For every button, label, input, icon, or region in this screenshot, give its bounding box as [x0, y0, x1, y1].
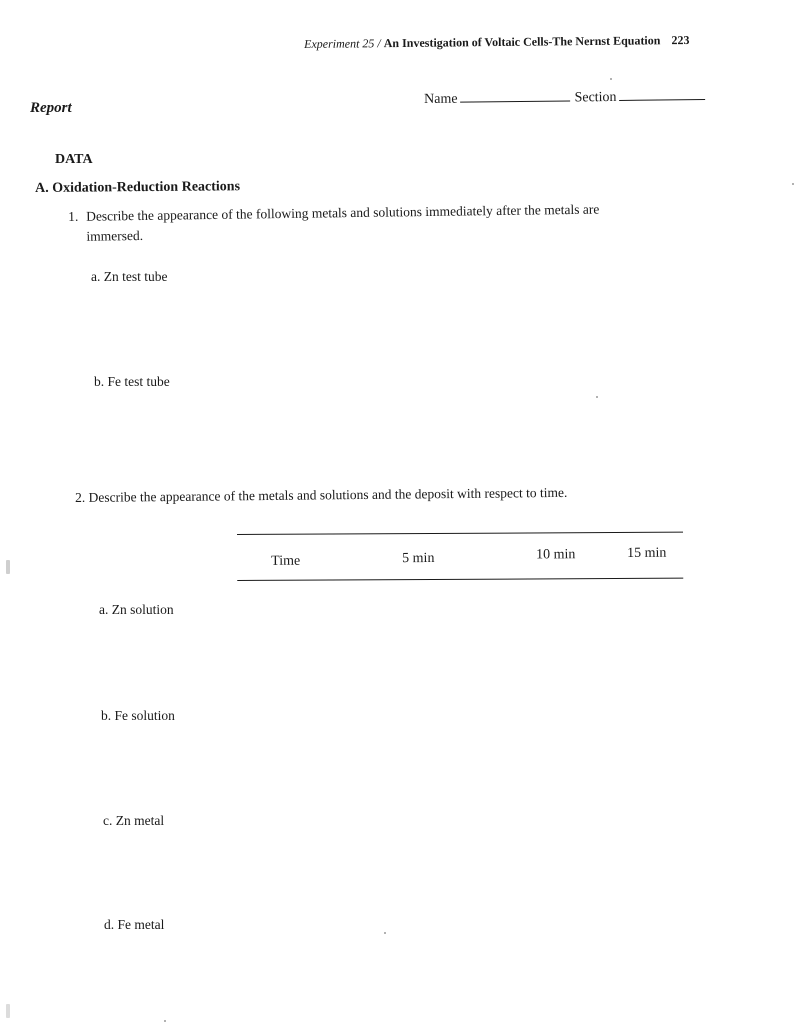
question-1-text-line2: immersed. [86, 227, 144, 244]
time-table-header [237, 528, 683, 588]
column-5-min: 5 min [402, 550, 435, 567]
page-number: 223 [671, 32, 690, 48]
item-zn-test-tube: a. Zn test tube [91, 269, 168, 284]
row-fe-metal: d. Fe metal [104, 917, 165, 932]
question-1-text-line1: Describe the appearance of the following metals and solutions immediately after the metals are [86, 201, 600, 224]
table-top-rule [237, 532, 683, 535]
question-1-number: 1. [68, 208, 79, 224]
section-label: Section [574, 89, 617, 106]
scan-speck [6, 1004, 10, 1018]
scan-speck [610, 78, 612, 80]
scan-speck [596, 396, 598, 398]
question-1 [68, 198, 708, 247]
section-a-heading: A. Oxidation-Reduction Reactions [35, 179, 241, 196]
name-label: Name [424, 91, 458, 107]
experiment-number: Experiment 25 / [304, 36, 381, 51]
data-heading: DATA [55, 152, 93, 167]
table-bottom-rule [237, 578, 683, 581]
row-fe-solution: b. Fe solution [101, 708, 175, 723]
report-label: Report [30, 100, 72, 116]
name-blank[interactable] [460, 88, 570, 102]
experiment-title: An Investigation of Voltaic Cells-The Nernst Equation [383, 33, 661, 51]
scan-speck [384, 932, 386, 934]
item-fe-test-tube: b. Fe test tube [94, 374, 170, 389]
column-10-min: 10 min [536, 547, 576, 563]
section-blank[interactable] [619, 87, 705, 101]
scan-speck [164, 1020, 166, 1022]
row-zn-metal: c. Zn metal [103, 813, 165, 828]
question-2-text: 2. Describe the appearance of the metals and solutions and the deposit with respect to time. [75, 484, 568, 505]
column-time: Time [271, 553, 301, 569]
scan-speck [792, 183, 794, 185]
student-info-fields [424, 87, 706, 108]
column-15-min: 15 min [627, 545, 667, 561]
scan-speck [6, 560, 10, 574]
row-zn-solution: a. Zn solution [99, 602, 174, 617]
running-header [304, 33, 689, 52]
